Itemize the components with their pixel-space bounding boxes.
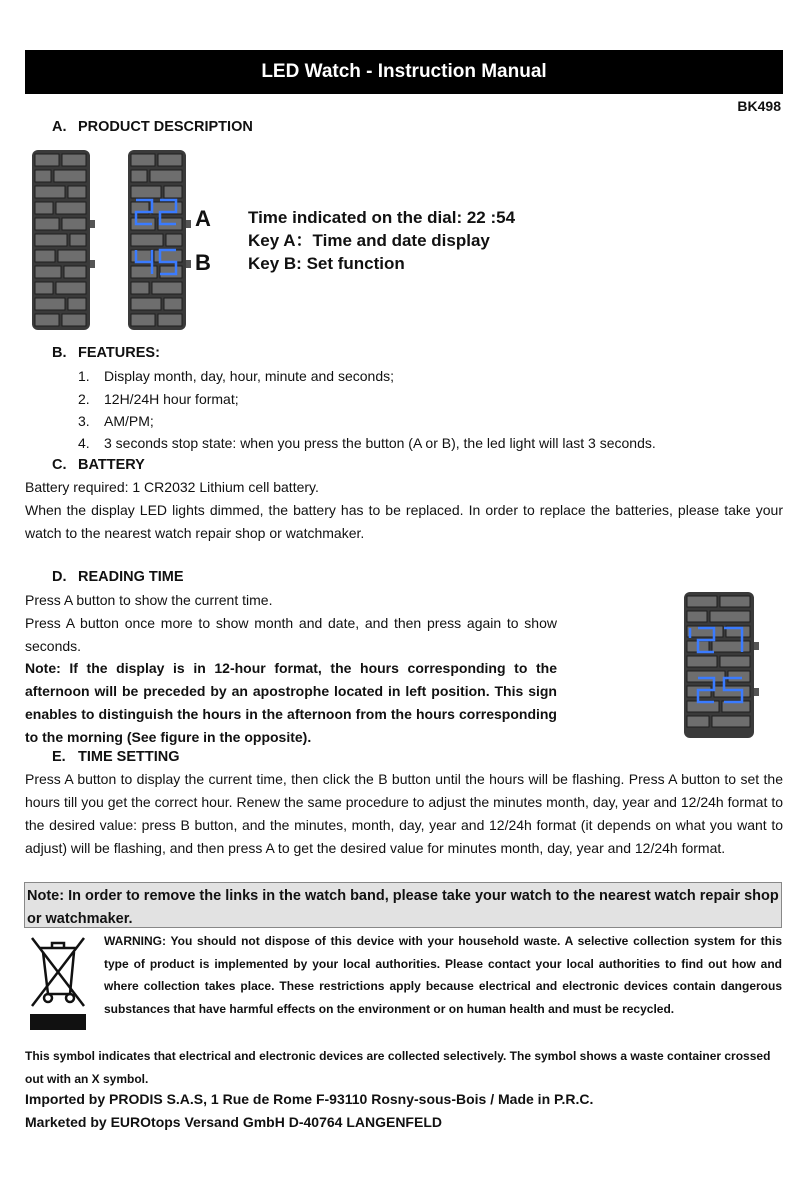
section-c-heading [52,457,145,473]
feature-item: 3. AM/PM; [78,413,154,429]
marketer-info: Marketed by EUROtops Versand GmbH D-40764 LANGENFELD [25,1114,442,1130]
key-a-line: Key A：Time and date display [248,231,490,250]
reading-time-text-1: Press A button to show the current time. [25,592,273,608]
feature-item: 4. 3 seconds stop state: when you press the button (A or B), the led light will last 3 seconds. [78,435,656,451]
section-b-title: FEATURES: [78,345,160,361]
section-b-letter: B. [52,345,67,361]
page-title: LED Watch - Instruction Manual [25,50,783,94]
weee-bin-icon [26,934,90,1030]
section-a-heading [52,119,253,135]
reading-time-note: Note: If the display is in 12-hour format, the hours corresponding to the afternoon will be preceded by an apostrophe located in left position. This sign enables to distinguish the hours in the afternoon from the hours corresponding to the morning (See figure in the opposite). [25,660,557,745]
links-note-box: Note: In order to remove the links in the watch band, please take your watch to the nearest watch repair shop or watchmaker. [24,882,782,928]
product-code: BK498 [737,98,781,114]
section-e-heading [52,749,180,765]
battery-required-text: Battery required: 1 CR2032 Lithium cell battery. [25,479,319,495]
section-a-letter: A. [52,119,67,135]
watch-image-lit [124,150,194,330]
section-d-letter: D. [52,569,67,585]
feature-item: 2. 12H/24H hour format; [78,391,239,407]
section-a-title: PRODUCT DESCRIPTION [78,119,253,135]
section-c-letter: C. [52,457,67,473]
feature-item: 1. Display month, day, hour, minute and seconds; [78,368,395,384]
section-c-title: BATTERY [78,457,145,473]
battery-replace-text: When the display LED lights dimmed, the battery has to be replaced. In order to replace the batteries, please take your watch to the nearest watch repair shop or watchmaker. [25,502,783,541]
importer-info: Imported by PRODIS S.A.S, 1 Rue de Rome F-93110 Rosny-sous-Bois / Made in P.R.C. [25,1091,594,1107]
reading-time-text-2: Press A button once more to show month and date, and then press again to show seconds. [25,615,557,654]
watch-image-12h [680,592,764,738]
time-setting-text: Press A button to display the current time, then click the B button until the hours will be flashing. Press A button to set the hours till you get the correct hour. Renew the same procedure to adjust the minutes month, day, year and 12/24h format to the desired value: press B button, and the minutes, month, day, year and 12/24h format (it depends on what you want to adjust) will be flashing, and then press A to get the desired value for minutes month, day, year and 12/24h format. [25,771,783,856]
section-b-heading [52,345,160,361]
watch-image-plain [28,150,98,330]
symbol-explanation: This symbol indicates that electrical and electronic devices are collected selectively. The symbol shows a waste container crossed out with an X symbol. [25,1049,771,1086]
key-a-label: A [195,206,211,231]
time-line: Time indicated on the dial: 22 :54 [248,208,516,227]
section-e-letter: E. [52,749,66,765]
disposal-warning: WARNING: You should not dispose of this device with your household waste. A selective collection system for this type of product is implemented by your local authorities. Please contact your local authorities to find out how and where collection takes place. These restrictions apply because electrical and electronic devices contain dangerous substances that have harmful effects on the environment or on human health and must be recycled. [104,934,782,1016]
key-b-label: B [195,250,211,275]
key-b-line: Key B: Set function [248,254,405,273]
section-e-title: TIME SETTING [78,749,180,765]
product-description-text [248,206,515,275]
section-d-heading [52,569,184,585]
section-d-title: READING TIME [78,569,184,585]
